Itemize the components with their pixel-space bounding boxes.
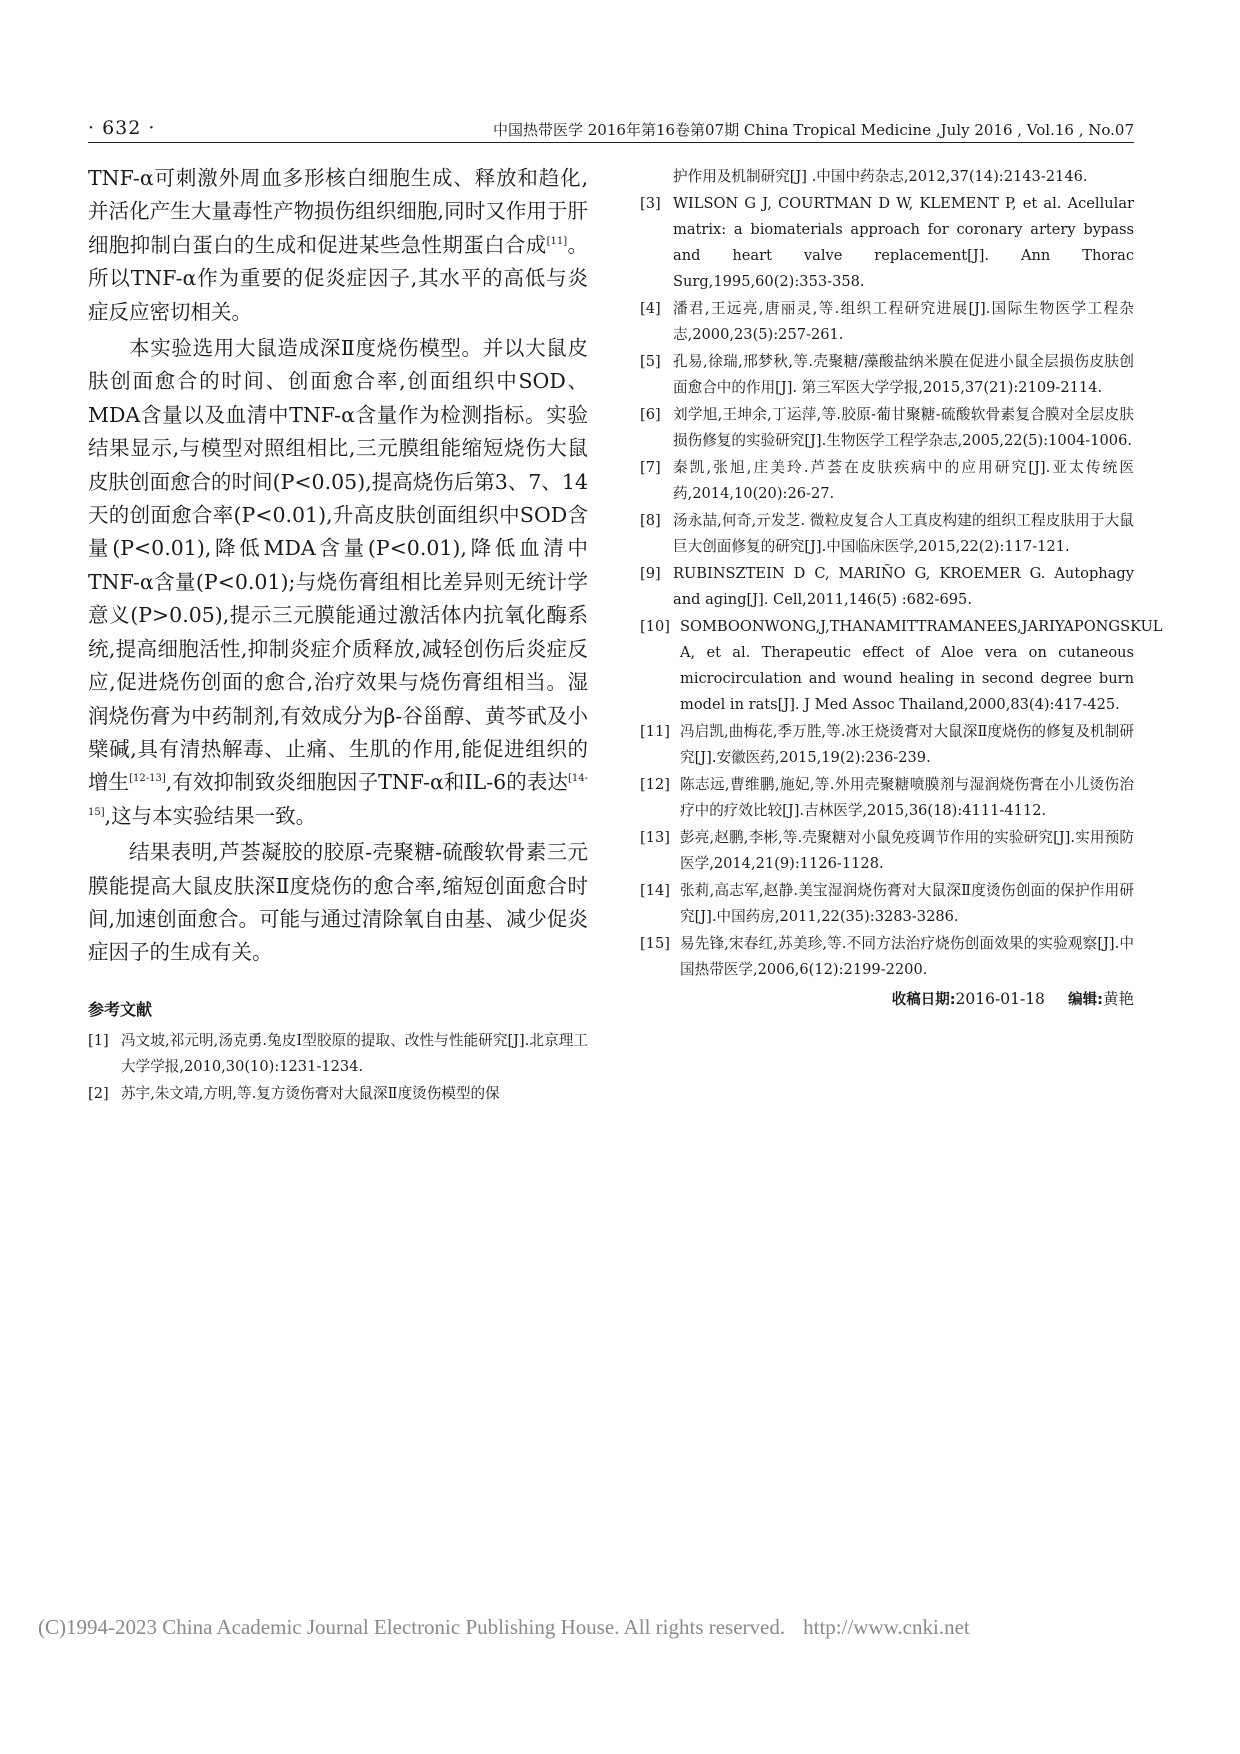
reference-number: [13]: [640, 829, 670, 846]
copyright-text: (C)1994-2023 China Academic Journal Electronic Publishing House. All rights reserved.: [38, 1615, 786, 1639]
copyright-footer: [38, 1615, 970, 1640]
reference-number: [15]: [640, 935, 670, 952]
reference-text: 孔易,徐瑞,邢梦秋,等.壳聚糖/藻酸盐纳米膜在促进小鼠全层损伤皮肤创面愈合中的作用[J]. 第三军医大学学报,2015,37(21):2109-2114.: [673, 353, 1134, 396]
reference-item: [640, 296, 1134, 348]
references-heading: 参考文献: [88, 999, 153, 1019]
reference-number: [6]: [640, 406, 661, 423]
reference-number: [2]: [88, 1084, 109, 1102]
reference-number: [8]: [640, 512, 661, 529]
reference-item: [640, 402, 1134, 454]
reference-item: [640, 772, 1134, 824]
reference-item: [88, 1028, 588, 1080]
body-paragraph: [88, 836, 588, 970]
paragraph-text: 本实验选用大鼠造成深Ⅱ度烧伤模型。并以大鼠皮肤创面愈合的时间、创面愈合率,创面组织中SOD、MDA含量以及血清中TNF-α含量作为检测指标。实验结果显示,与模型对照组相比,三元膜组能缩短烧伤大鼠皮肤创面愈合的时间(P<0.05),提高烧伤后第3、7、14天的创面愈合率(P<0.01),升高皮肤创面组织中SOD含量(P<0.01),降低MDA含量(P<0.01),降低血清中TNF-α含量(P<0.01);与烧伤膏组相比差异则无统计学意义(P>0.05),提示三元膜能通过激活体内抗氧化酶系统,提高细胞活性,抑制炎症介质释放,减轻创伤后炎症反应,促进烧伤创面的愈合,治疗效果与烧伤膏组相当。湿润烧伤膏为中药制剂,有效成分为β-谷甾醇、黄芩甙及小檗碱,具有清热解毒、止痛、生肌的作用,能促进组织的增生: [88, 336, 588, 795]
reference-text: 易先锋,宋春红,苏美珍,等.不同方法治疗烧伤创面效果的实验观察[J].中国热带医学,2006,6(12):2199-2200.: [680, 935, 1134, 978]
body-paragraph: [88, 162, 588, 329]
paragraph-text: 结果表明,芦荟凝胶的胶原-壳聚糖-硫酸软骨素三元膜能提高大鼠皮肤深Ⅱ度烧伤的愈合率,缩短创面愈合时间,加速创面愈合。可能与通过清除氧自由基、减少促炎症因子的生成有关。: [88, 840, 588, 965]
reference-number: [7]: [640, 459, 661, 476]
reference-text: 潘君,王远亮,唐丽灵,等.组织工程研究进展[J].国际生物医学工程杂志,2000,23(5):257-261.: [673, 300, 1134, 343]
reference-number: [10]: [640, 618, 670, 635]
reference-text: 苏宇,朱文靖,方明,等.复方烫伤膏对大鼠深Ⅱ度烫伤模型的保: [121, 1084, 500, 1102]
left-column: [88, 162, 588, 1107]
reference-text: 冯文坡,祁元明,汤克勇.兔皮Ⅰ型胶原的提取、改性与性能研究[J].北京理工大学学报,2010,30(10):1231-1234.: [121, 1031, 588, 1075]
reference-text: SOMBOONWONG,J,THANAMITTRAMANEES,JARIYAPONGSKUL A, et al. Therapeutic effect of Aloe vera on cutaneous microcirculation and wound healing in second degree burn model in rats[J]. J Med Assoc Thailand,2000,83(4):417-425.: [680, 618, 1163, 713]
reference-list-left: [88, 1028, 588, 1107]
reference-number: [9]: [640, 565, 661, 582]
reference-text: 护作用及机制研究[J] .中国中药杂志,2012,37(14):2143-2146.: [673, 168, 1088, 185]
reference-text: 秦凯,张旭,庄美玲.芦荟在皮肤疾病中的应用研究[J].亚太传统医药,2014,10(20):26-27.: [673, 459, 1134, 502]
body-paragraph: [88, 332, 588, 833]
reference-text: 张莉,高志军,赵静.美宝湿润烧伤膏对大鼠深Ⅱ度烫伤创面的保护作用研究[J].中国药房,2011,22(35):3283-3286.: [680, 882, 1134, 925]
journal-citation-line: 中国热带医学 2016年第16卷第07期 China Tropical Medicine ,July 2016 , Vol.16 , No.07: [493, 121, 1134, 139]
received-label: 收稿日期:: [891, 992, 956, 1008]
reference-number: [14]: [640, 882, 670, 899]
citation: [11]: [546, 235, 568, 247]
reference-text: 冯启凯,曲梅花,季万胜,等.冰王烧烫膏对大鼠深Ⅱ度烧伤的修复及机制研究[J].安徽医药,2015,19(2):236-239.: [680, 723, 1134, 766]
editor-label: 编辑:: [1068, 992, 1103, 1008]
cnki-link[interactable]: http://www.cnki.net: [803, 1615, 970, 1639]
editor-name: 黄艳: [1102, 990, 1134, 1008]
reference-text: 陈志远,曹维鹏,施妃,等.外用壳聚糖喷膜剂与湿润烧伤膏在小儿烫伤治疗中的疗效比较[J].吉林医学,2015,36(18):4111-4112.: [680, 776, 1134, 819]
reference-item: [88, 1081, 588, 1107]
paragraph-text: ,这与本实验结果一致。: [104, 803, 317, 828]
reference-item-continuation: [640, 164, 1134, 190]
reference-number: [5]: [640, 353, 661, 370]
reference-number: [1]: [88, 1031, 109, 1049]
reference-item: [640, 349, 1134, 401]
citation: [12-13]: [129, 773, 166, 785]
reference-number: [11]: [640, 723, 670, 740]
reference-item: [640, 561, 1134, 613]
reference-item: [640, 508, 1134, 560]
reference-number: [4]: [640, 300, 661, 317]
paragraph-text: TNF-α可刺激外周血多形核白细胞生成、释放和趋化,并活化产生大量毒性产物损伤组织细胞,同时又作用于肝细胞抑制白蛋白的生成和促进某些急性期蛋白合成: [88, 166, 588, 257]
paragraph-text: 。所以TNF-α作为重要的促炎症因子,其水平的高低与炎症反应密切相关。: [88, 232, 589, 324]
reference-text: 刘学旭,王坤余,丁运萍,等.胶原-葡甘聚糖-硫酸软骨素复合膜对全层皮肤损伤修复的实验研究[J].生物医学工程学杂志,2005,22(5):1004-1006.: [673, 406, 1134, 449]
citation: [14-15]: [88, 773, 588, 818]
reference-item: [640, 614, 1163, 718]
reference-text: WILSON G J, COURTMAN D W, KLEMENT P, et al. Acellular matrix: a biomaterials approach for coronary artery bypass and heart valve replacement[J]. Ann Thorac Surg,1995,60(2):353-358.: [673, 195, 1134, 290]
reference-number: [12]: [640, 776, 670, 793]
reference-item: [640, 191, 1134, 295]
reference-item: [640, 719, 1134, 771]
page-number: · 632 ·: [88, 117, 156, 139]
reference-item: [640, 878, 1134, 930]
reference-text: 彭亮,赵鹏,李彬,等.壳聚糖对小鼠免疫调节作用的实验研究[J].实用预防医学,2014,21(9):1126-1128.: [680, 829, 1134, 872]
reference-number: [3]: [640, 195, 661, 212]
reference-item: [640, 931, 1134, 983]
header-rule: [88, 142, 1134, 143]
received-date-line: [640, 986, 1134, 1013]
reference-text: 汤永喆,何奇,亓发芝. 微粒皮复合人工真皮构建的组织工程皮肤用于大鼠巨大创面修复的研究[J].中国临床医学,2015,22(2):117-121.: [673, 512, 1134, 555]
reference-item: [640, 455, 1134, 507]
paragraph-text: ,有效抑制致炎细胞因子TNF-α和IL-6的表达: [165, 770, 568, 795]
received-date: 2016-01-18: [955, 990, 1045, 1008]
right-column: [640, 163, 1163, 1013]
reference-item: [640, 825, 1134, 877]
reference-text: RUBINSZTEIN D C, MARIÑO G, KROEMER G. Autophagy and aging[J]. Cell,2011,146(5) :682-695.: [673, 565, 1134, 608]
